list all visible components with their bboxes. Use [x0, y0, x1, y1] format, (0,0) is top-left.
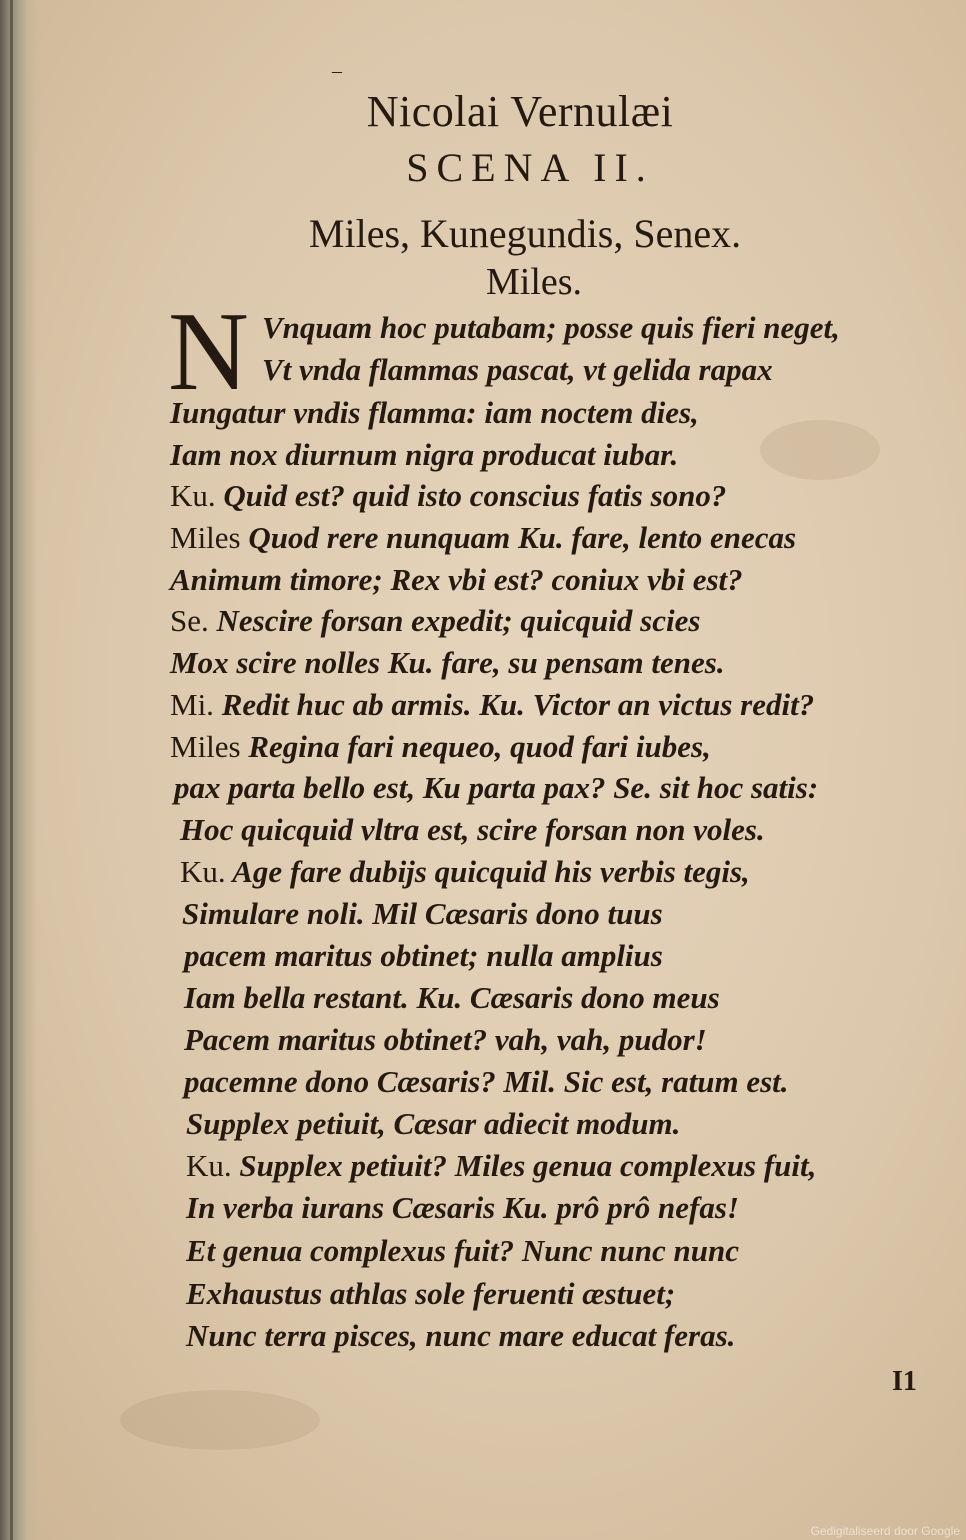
- verse-line: [184, 1024, 707, 1055]
- verse-line: [186, 1108, 680, 1139]
- verse-line: [186, 1278, 675, 1309]
- line-text: Quod rere nunquam Ku. fare, lento enecas: [248, 520, 797, 555]
- line-text: Pacem maritus obtinet? vah, vah, pudor!: [184, 1022, 707, 1057]
- verse-line: [186, 1320, 735, 1351]
- verse-line: [180, 814, 765, 845]
- verse-line: [262, 354, 773, 385]
- verse-line: [186, 1192, 739, 1223]
- line-text: Quid est? quid isto conscius fatis sono?: [223, 478, 727, 513]
- line-text: Simulare noli. Mil Cæsaris dono tuus: [182, 896, 663, 931]
- line-text: Exhaustus athlas sole feruenti æstuet;: [186, 1276, 676, 1311]
- scene-title: SCENA II.: [406, 145, 654, 190]
- line-text: Et genua complexus fuit? Nunc nunc nunc: [186, 1233, 739, 1268]
- verse-line: [262, 312, 840, 343]
- speaker-label: Miles: [170, 729, 241, 764]
- verse-line: [184, 940, 663, 971]
- line-text: Age fare dubijs quicquid his verbis tegis,: [232, 854, 750, 889]
- speaker-label: Mi.: [170, 687, 214, 722]
- verse-line: [184, 982, 720, 1013]
- dramatis-personae: Miles, Kunegundis, Senex.: [308, 211, 742, 256]
- line-text: Animum timore; Rex vbi est? coniux vbi est?: [170, 562, 743, 597]
- verse-line: [186, 1235, 739, 1266]
- verse-line: [182, 898, 663, 929]
- drop-capital: N: [168, 290, 249, 414]
- running-head: Nicolai Vernulæi: [366, 87, 674, 136]
- line-text: pax parta bello est, Ku parta pax? Se. sit hoc satis:: [174, 770, 819, 805]
- verse-line: [170, 564, 743, 595]
- line-text: Nunc terra pisces, nunc mare educat feras.: [186, 1318, 736, 1353]
- line-text: pacem maritus obtinet; nulla amplius: [184, 938, 663, 973]
- line-text: Iam nox diurnum nigra producat iubar.: [170, 437, 679, 472]
- verse-line: [174, 772, 818, 803]
- verse-line: [170, 647, 725, 678]
- speaker-heading: Miles.: [485, 261, 583, 303]
- speaker-label: Ku.: [170, 478, 216, 513]
- line-text: Iam bella restant. Ku. Cæsaris dono meus: [184, 980, 720, 1015]
- verse-line: [170, 439, 678, 470]
- signature-mark: I1: [892, 1366, 917, 1397]
- verse-line: [180, 856, 750, 887]
- verse-line: [170, 605, 700, 636]
- verse-line: [184, 1066, 789, 1097]
- verse-line: [170, 731, 711, 762]
- line-text: In verba iurans Cæsaris Ku. prô prô nefas!: [186, 1190, 739, 1225]
- verse-line: [186, 1150, 816, 1181]
- line-text: Mox scire nolles Ku. fare, su pensam tenes.: [170, 645, 725, 680]
- line-text: Redit huc ab armis. Ku. Victor an victus redit?: [221, 687, 815, 722]
- verse-line: [170, 480, 726, 511]
- line-text: Hoc quicquid vltra est, scire forsan non voles.: [180, 812, 765, 847]
- line-text: Nescire forsan expedit; quicquid scies: [216, 603, 701, 638]
- line-text: Vt vnda flammas pascat, vt gelida rapax: [262, 352, 773, 387]
- line-text: Regina fari nequeo, quod fari iubes,: [248, 729, 711, 764]
- speaker-label: Ku.: [180, 854, 226, 889]
- speaker-label: Se.: [170, 603, 209, 638]
- line-text: Vnquam hoc putabam; posse quis fieri neget,: [262, 310, 840, 345]
- header-mark: –: [332, 60, 342, 82]
- line-text: Supplex petiuit? Miles genua complexus fuit,: [239, 1148, 817, 1183]
- digitization-watermark: Gedigitaliseerd door Google: [810, 1524, 960, 1538]
- line-text: Supplex petiuit, Cæsar adiecit modum.: [186, 1106, 681, 1141]
- verse-line: [170, 689, 814, 720]
- verse-line: [170, 397, 699, 428]
- verse-line: [170, 522, 796, 553]
- line-text: Iungatur vndis flamma: iam noctem dies,: [170, 395, 699, 430]
- speaker-label: Ku.: [186, 1148, 232, 1183]
- line-text: pacemne dono Cæsaris? Mil. Sic est, ratum est.: [184, 1064, 789, 1099]
- speaker-label: Miles: [170, 520, 241, 555]
